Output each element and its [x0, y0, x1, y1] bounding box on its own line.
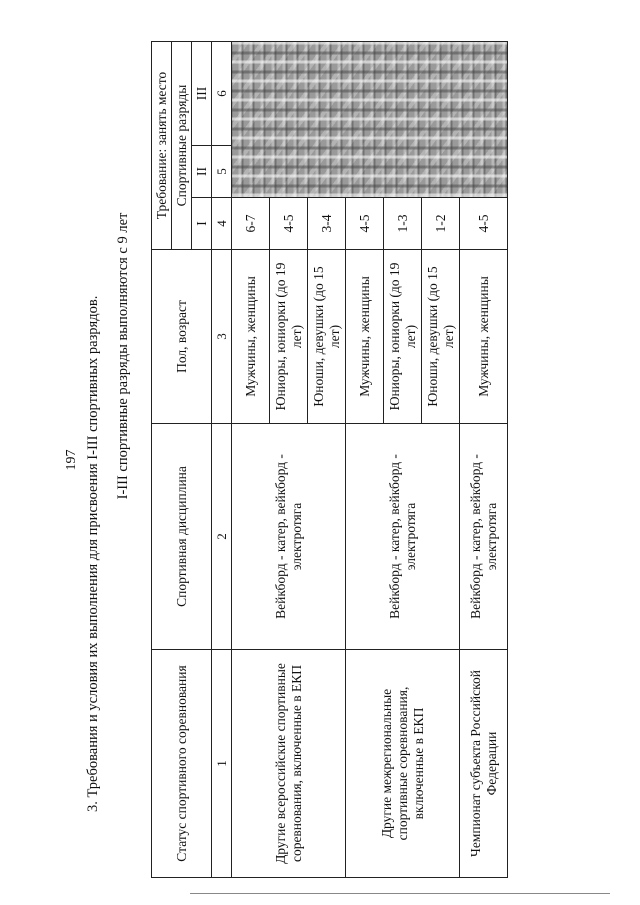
header-gender-age: Пол, возраст: [152, 250, 212, 424]
group-2-status: Другие межрегиональные спортивные соревнования, включенные в ЕКП: [346, 650, 460, 878]
column-number-6: 6: [212, 42, 232, 146]
header-rank-1: I: [192, 198, 212, 250]
redacted-rank-2-3-area: [232, 42, 508, 198]
table-cell-rank-1: 4-5: [460, 198, 508, 250]
table-cell-gender-age: Юноши, девушки (до 15 лет): [422, 250, 460, 424]
table-cell-rank-1: 3-4: [308, 198, 346, 250]
group-1-discipline: Вейкборд - катер, вейкборд - электротяга: [232, 424, 346, 650]
column-number-3: 3: [212, 250, 232, 424]
header-requirement: Требование: занять место: [152, 42, 172, 250]
table-cell-rank-1: 1-3: [384, 198, 422, 250]
header-rank-2: II: [192, 146, 212, 198]
table-cell-rank-1: 1-2: [422, 198, 460, 250]
table-cell-rank-1: 6-7: [232, 198, 270, 250]
header-discipline: Спортивная дисциплина: [152, 424, 212, 650]
group-2-discipline: Вейкборд - катер, вейкборд - электротяга: [346, 424, 460, 650]
rank-requirements-table: [151, 41, 508, 878]
rank-requirements-table-wrapper: [151, 42, 499, 878]
table-cell-rank-1: 4-5: [346, 198, 384, 250]
group-1-status: Другие всероссийские спортивные соревнования, включенные в ЕКП: [232, 650, 346, 878]
table-cell-gender-age: Юниоры, юниорки (до 19 лет): [270, 250, 308, 424]
column-number-4: 4: [212, 198, 232, 250]
table-cell-gender-age: Мужчины, женщины: [232, 250, 270, 424]
header-rank-3: III: [192, 42, 212, 146]
group-3-discipline: Вейкборд - катер, вейкборд - электротяга: [460, 424, 508, 650]
section-heading: 3. Требования и условия их выполнения для присвоения I-III спортивных разрядов.: [85, 295, 101, 812]
column-number-2: 2: [212, 424, 232, 650]
group-3-status: Чемпионат субъекта Российской Федерации: [460, 650, 508, 878]
table-caption: I-III спортивные разряды выполняются с 9 лет: [115, 212, 131, 500]
column-number-5: 5: [212, 146, 232, 198]
table-cell-gender-age: Юноши, девушки (до 15 лет): [308, 250, 346, 424]
table-cell-gender-age: Мужчины, женщины: [346, 250, 384, 424]
table-cell-gender-age: Мужчины, женщины: [460, 250, 508, 424]
column-number-1: 1: [212, 650, 232, 878]
table-cell-gender-age: Юниоры, юниорки (до 19 лет): [384, 250, 422, 424]
scan-edge-line: [190, 893, 610, 894]
header-status: Статус спортивного соревнования: [152, 650, 212, 878]
table-cell-rank-1: 4-5: [270, 198, 308, 250]
page-number: 197: [64, 449, 79, 471]
header-ranks-group: Спортивные разряды: [172, 42, 192, 250]
